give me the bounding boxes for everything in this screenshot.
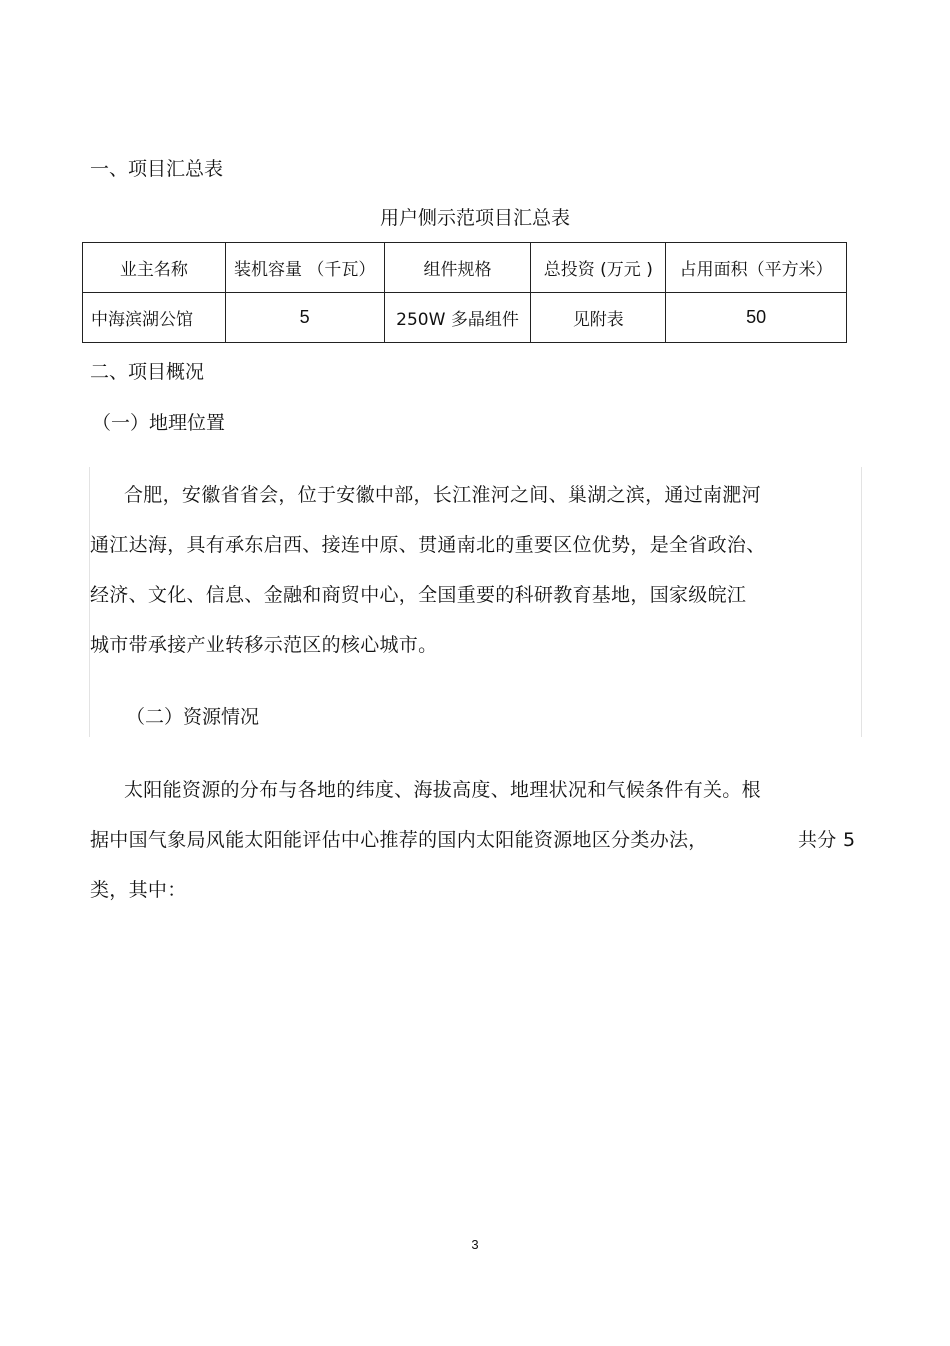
cell-capacity: 5 xyxy=(225,293,384,343)
subsection-heading-location: （一）地理位置 xyxy=(92,412,226,434)
subsection-heading-resources: （二）资源情况 xyxy=(126,706,260,728)
table-header-row xyxy=(83,243,847,293)
section-heading-overview: 二、项目概况 xyxy=(90,361,205,383)
cell-owner-name: 中海滨湖公馆 xyxy=(83,293,226,343)
location-line-4: 城市带承接产业转移示范区的核心城市。 xyxy=(90,634,438,656)
cell-investment: 见附表 xyxy=(531,293,666,343)
location-line-3: 经济、文化、信息、金融和商贸中心，全国重要的科研教育基地，国家级皖江 xyxy=(90,584,747,606)
header-module-spec: 组件规格 xyxy=(384,243,531,293)
summary-table xyxy=(82,242,847,343)
cell-module-spec: 250W 多晶组件 xyxy=(384,293,531,343)
resources-line-1: 太阳能资源的分布与各地的纬度、海拔高度、地理状况和气候条件有关。根 xyxy=(124,779,761,801)
header-capacity: 装机容量 （千瓦） xyxy=(225,243,384,293)
header-area: 占用面积（平方米） xyxy=(666,243,847,293)
header-owner-name: 业主名称 xyxy=(83,243,226,293)
resources-line-2: 据中国气象局风能太阳能评估中心推荐的国内太阳能资源地区分类办法， xyxy=(90,829,708,851)
location-line-2: 通江达海，具有承东启西、接连中原、贯通南北的重要区位优势，是全省政治、 xyxy=(90,534,766,556)
cell-area: 50 xyxy=(666,293,847,343)
table-row xyxy=(83,293,847,343)
frame-line-right xyxy=(861,467,862,737)
section-heading-summary: 一、项目汇总表 xyxy=(90,158,224,180)
resources-line-3: 类，其中： xyxy=(90,879,187,901)
header-investment: 总投资 (万元 ) xyxy=(531,243,666,293)
resources-line-2-tail: 共分 5 xyxy=(798,829,856,851)
page-number: 3 xyxy=(471,1237,479,1252)
table-caption: 用户侧示范项目汇总表 xyxy=(379,207,570,229)
location-line-1: 合肥，安徽省省会，位于安徽中部，长江淮河之间、巢湖之滨，通过南淝河 xyxy=(124,484,761,506)
